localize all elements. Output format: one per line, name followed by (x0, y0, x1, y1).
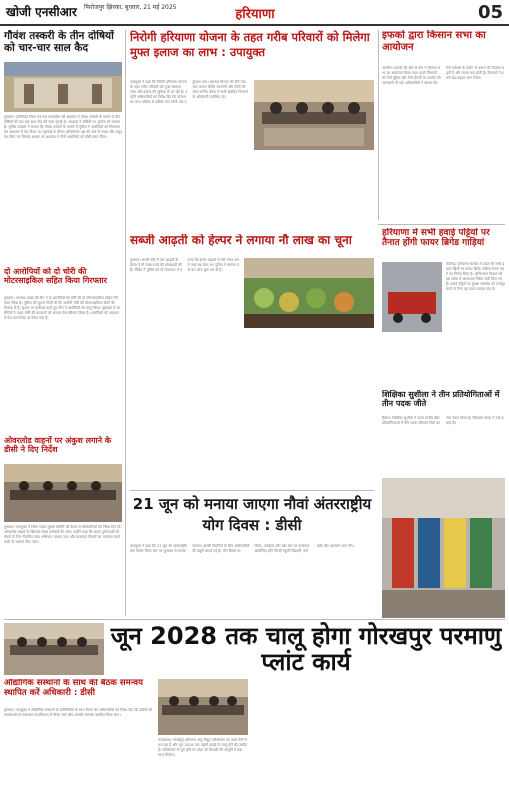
story-motorcycle-theft (4, 267, 122, 293)
story-body: हिसार। शिक्षिका सुशीला ने राज्य स्तरीय खेल प्रतियोगिताओं में तीन पदक जीतकर जिले का नाम रोशन किया है। विद्यालय स्टाफ ने उन्हें बधाई दी। (382, 416, 504, 425)
headline: ओवरलोड वाहनों पर अंकुश लगाने के डीसी ने दिए निर्देश (4, 436, 111, 455)
story-yoga-day (130, 494, 374, 540)
column-rule (125, 30, 126, 616)
story-body: नारनौल। इफको की ओर से गांव में किसान सभा का आयोजन किया गया। इसमें किसानों को नैनो यूरिया और नैनो डीएपी के उपयोग की जानकारी दी गई। अधिकारियों ने बताया कि नैनो उर्वरकों के प्रयोग से फसल की पैदावार बढ़ती है और लागत कम होती है। किसानों ने इसमें बढ़-चढ़कर भाग लिया। (382, 66, 505, 85)
headline: इफको द्वारा किसान सभा का आयोजन (382, 30, 486, 53)
medal-winners-photo (382, 478, 505, 618)
dateline: फिरोजपुर झिरका, बुधवार, 21 मई 2025 (84, 4, 177, 11)
story-body: गुरुग्राम। अपराध शाखा की टीम ने दो आरोपियों को चोरी की दो मोटरसाइकिल सहित गिरफ्तार किया है। पुलिस को सूचना मिली थी कि आरोपी चोरी की मोटरसाइकिल बेचने की फिराक में हैं। सूचना पर कार्रवाई करते हुए टीम ने आरोपियों को काबू किया। पूछताछ में आरोपियों ने वाहन चोरी की वारदातों को अंजाम देना स्वीकार किया है। आरोपियों को अदालत में पेश कर रिमांड पर लिया गया है। (4, 296, 121, 320)
story-vegetable-fraud (130, 234, 374, 254)
story-body: चंडीगढ़। हरियाणा सरकार ने प्रदेश की सभी हवाई पट्टियों पर फायर ब्रिगेड गाड़ियां तैनात करने का निर्णय लिया है। अग्निशमन विभाग को इस संबंध में आवश्यक निर्देश जारी किए गए हैं। हवाई पट्टियों पर सुरक्षा व्यवस्था को मजबूत करने के लिए यह कदम उठाया गया है। (446, 262, 505, 291)
story-body: गुरुग्राम। उपायुक्त ने जिला सड़क सुरक्षा समिति की बैठक में अधिकारियों को निर्देश दिए कि ओवरलोड वाहनों के खिलाफ सख्त कार्रवाई की जाए। उन्होंने कहा कि सड़क दुर्घटनाओं को रोकने के लिए नियमित जांच अभियान चलाया जाए और यातायात नियमों का उल्लंघन करने वालों के चालान किए जाएं। (4, 525, 121, 544)
story-body: गुरुग्राम। अतिरिक्त जिला एवं सत्र न्यायाधीश की अदालत ने गौवंश तस्करी के मामले में तीन दोषियों को चार-चार साल कैद की सजा सुनाई है। अदालत ने दोषियों पर जुर्माना भी लगाया है। पुलिस प्रवक्ता ने बताया कि गौवंश तस्करी के मामले में पुलिस ने आरोपियों को गिरफ्तार कर अदालत में पेश किया था। सुनवाई के दौरान अभियोजन पक्ष की ओर से गवाह और सबूत पेश किए गए जिसके आधार पर अदालत ने तीनों आरोपियों को दोषी करार दिया। (4, 115, 122, 139)
meeting-photo (4, 464, 122, 522)
court-photo (4, 62, 122, 112)
page-number: 05 (477, 2, 503, 23)
officials-meeting-photo (254, 80, 374, 150)
story-body-continued (254, 153, 374, 230)
headline: 21 जून को मनाया जाएगा नौवां अंतरराष्ट्रीय योग दिवस : डीसी (132, 495, 372, 534)
story-body: गुरुग्राम। उपायुक्त ने औद्योगिक संस्थानों के प्रतिनिधियों के साथ बैठक कर अधिकारियों को निर्देश दिए कि उद्योगों की समस्याओं का समाधान प्राथमिकता से किया जाए और आपसी समन्वय स्थापित किया जाए। (4, 708, 153, 717)
headline: निरोगी हरियाणा योजना के तहत गरीब परिवारों को मिलेगा मुफ्त इलाज का लाभ : उपायुक्त (130, 30, 370, 59)
fire-brigade-photo (382, 262, 442, 332)
headline: शिक्षिका सुशीला ने तीन प्रतियोगिताओं में तीन पदक जीते (382, 390, 500, 409)
headline: दो आरोपियों को दो चोरी की मोटरसाइकिल सहित किया गिरफ्तार (4, 267, 107, 286)
headline: हरियाणा में सभी हवाई पट्टियों पर तैनात होंगी फायर ब्रिगेड गाड़ियां (382, 228, 490, 249)
plant-officials-photo (158, 679, 248, 735)
story-body-continued (382, 336, 505, 386)
section-rule (130, 490, 374, 491)
story-body: उपायुक्त ने कहा कि निरोगी हरियाणा योजना के तहत गरीब परिवारों को मुफ्त स्वास्थ्य जांच और इलाज की सुविधा दी जा रही है। उन्होंने अधिकारियों को निर्देश दिए कि योजना का लाभ अधिक से अधिक पात्र लोगों तक पहुंचाया जाए। स्वास्थ्य विभाग की टीमें गांव-गांव जाकर शिविर लगाएंगी और लोगों की जांच करेंगी। बैठक में सभी संबंधित विभागों के अधिकारी उपस्थित रहे। (130, 80, 248, 104)
masthead (0, 0, 509, 26)
section-rule (4, 619, 505, 620)
headline: सब्जी आढ़ती को हेल्पर ने लगाया नौ लाख का चूना (130, 234, 352, 247)
story-iffco (382, 30, 505, 64)
story-body-gorakhpur-continued (252, 679, 505, 796)
newspaper-brand: खोजी एनसीआर (6, 5, 77, 19)
headline-gorakhpur-plant: जून 2028 तक चालू होगा गोरखपुर परमाणु प्लांट कार्य (110, 622, 502, 676)
headline: औद्योगिक संस्थानों के साथ की बैठक समन्वय स्थापित करें अधिकारी : डीसी (4, 679, 143, 698)
story-body-gorakhpur: फतेहाबाद। गोरखपुर हरियाणा अणु विद्युत परियोजना का कार्य तेजी से चल रहा है और जून 2028 तक पहली इकाई के चालू होने की उम्मीद है। परियोजना के पूरा होने पर प्रदेश को बिजली की आपूर्ति में बड़ा लाभ मिलेगा। (158, 738, 248, 757)
story-fire-brigade (382, 228, 505, 256)
story-body: गुरुग्राम। सब्जी मंडी में एक आढ़ती के हेल्पर ने नौ लाख रुपये की धोखाधड़ी की है। पीड़ित ने पुलिस को दी शिकायत में बताया कि हेल्पर ग्राहकों से पैसे लेकर अपने पास रख लेता था। पुलिस ने मामला दर्ज कर जांच शुरू कर दी है। (130, 258, 240, 272)
section-rule (378, 224, 505, 225)
column-rule (378, 30, 379, 220)
story-body: उपायुक्त ने कहा कि 21 जून को अंतरराष्ट्रीय योग दिवस जिला स्तर पर धूमधाम से मनाया जाएगा। इसकी तैयारियों के लिए अधिकारियों की ड्यूटी लगाई गई है। योग दिवस पर जिला, उपमंडल और खंड स्तर पर कार्यक्रम आयोजित होंगे जिनमें स्कूली विद्यार्थी, कर्मचारी और आमजन भाग लेंगे। (130, 544, 354, 553)
section-name: हरियाणा (235, 7, 275, 22)
nuclear-plant-photo (4, 623, 104, 675)
vegetable-market-photo (244, 258, 374, 328)
story-industrial-meeting (4, 679, 154, 705)
headline: गौवंश तस्करी के तीन दोषियों को चार-चार साल कैद (4, 30, 114, 55)
story-nirogi-haryana (130, 30, 374, 76)
story-overload-vehicles (4, 436, 122, 462)
story-teacher-medals (382, 390, 505, 414)
story-body-continued (244, 331, 374, 486)
